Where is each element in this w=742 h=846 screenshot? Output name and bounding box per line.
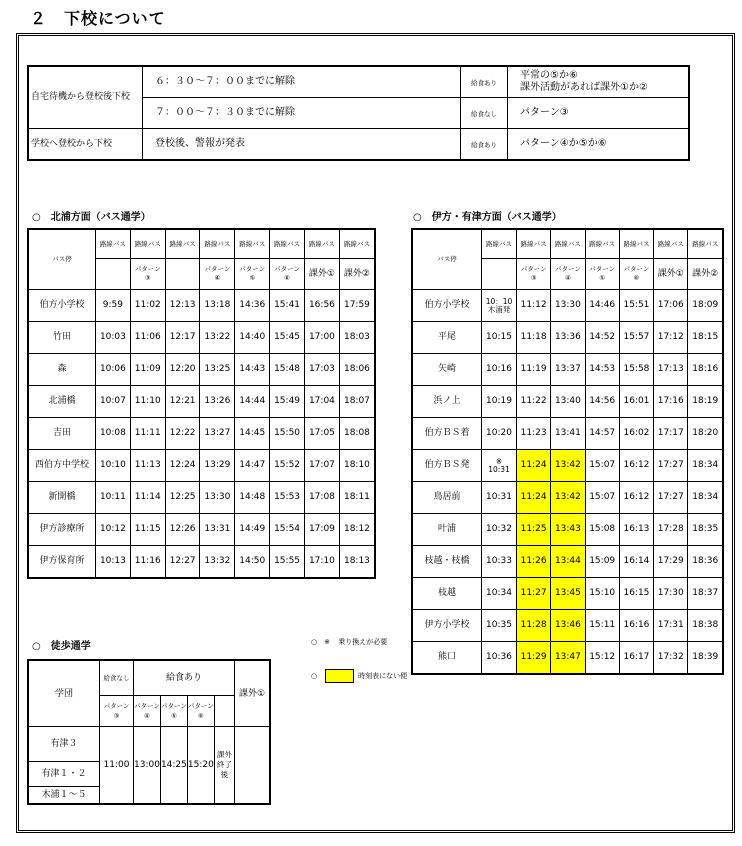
stop-name: 伊方小学校	[412, 610, 482, 642]
table-row	[28, 450, 375, 482]
time-cell: 10:07	[96, 386, 131, 418]
bus-label: 路線バス	[619, 229, 653, 259]
time-cell: 11:16	[130, 546, 165, 579]
time-cell: 16:16	[619, 610, 653, 642]
time-cell: 10:20	[482, 418, 517, 450]
time-cell: 15:51	[619, 290, 653, 322]
stop-name: 浜ノ上	[412, 386, 482, 418]
time-cell: 18:38	[688, 610, 723, 642]
page-heading: ２ 下校について	[30, 9, 166, 28]
release-630-700: ６：３０～７：００までに解除	[143, 66, 461, 98]
stop-name: 竹田	[28, 322, 96, 354]
walk-time: 15:20	[187, 727, 214, 805]
time-cell: 13:36	[551, 322, 585, 354]
lunch-label: 給食あり	[134, 660, 235, 696]
time-cell: 11:24	[517, 482, 551, 514]
time-cell: 11:06	[130, 322, 165, 354]
result-normal	[508, 66, 690, 98]
north-section-title: ○ 北浦方面（バス通学）	[32, 212, 151, 223]
table-row	[28, 386, 375, 418]
time-cell: 18:15	[688, 322, 723, 354]
iyo-section-title: ○ 伊方・有津方面（バス通学）	[413, 212, 562, 223]
time-cell: 13:46	[551, 610, 585, 642]
table-row	[28, 322, 375, 354]
time-cell: 14:56	[585, 386, 619, 418]
walk-after-extra: 課外 終了後	[214, 727, 234, 805]
pattern-label: 課外①	[654, 259, 688, 290]
time-cell: 13:27	[200, 418, 235, 450]
row-label-home-wait: 自宅待機から登校後下校	[28, 66, 143, 129]
table-row	[28, 354, 375, 386]
table-row	[412, 514, 723, 546]
pattern-label: 課外②	[688, 259, 723, 290]
pattern-label: パターン ⑤	[585, 259, 619, 290]
table-row	[412, 610, 723, 642]
stop-name: 森	[28, 354, 96, 386]
time-cell: 18:06	[339, 354, 375, 386]
walk-time: 13:00	[134, 727, 161, 805]
time-cell: 13:29	[200, 450, 235, 482]
pattern-label	[96, 259, 131, 290]
row-label-school: 学校へ登校から下校	[28, 129, 143, 161]
time-cell: 18:19	[688, 386, 723, 418]
time-cell: 15:58	[619, 354, 653, 386]
legend-transfer-mark: ○ ※	[311, 638, 330, 646]
time-cell: 17:29	[654, 546, 688, 578]
group-name: 有津１・２	[28, 762, 100, 787]
time-cell: 14:52	[585, 322, 619, 354]
pattern-label: パターン ④	[134, 696, 161, 727]
time-cell: 17:32	[654, 642, 688, 675]
time-cell: 12:17	[165, 322, 200, 354]
stop-name: 叶浦	[412, 514, 482, 546]
time-cell: 13:37	[551, 354, 585, 386]
table-row	[28, 290, 375, 322]
time-cell: 14:50	[235, 546, 270, 579]
time-cell: 17:03	[304, 354, 339, 386]
bus-label: 路線バス	[270, 229, 305, 259]
time-cell: 14:36	[235, 290, 270, 322]
table-row	[412, 354, 723, 386]
time-cell: 10:10	[96, 450, 131, 482]
time-cell: 11:15	[130, 514, 165, 546]
pattern-label: パターン ③	[100, 696, 134, 727]
time-cell: 16:14	[619, 546, 653, 578]
yellow-swatch	[325, 669, 354, 683]
walk-section-title: ○ 徒歩通学	[32, 641, 91, 652]
table-row	[412, 578, 723, 610]
time-cell: 10：10 木浦発	[482, 290, 517, 322]
group-name: 木浦１～５	[28, 787, 100, 805]
legend-transfer-text: 乗り換えが必要	[338, 638, 388, 646]
stop-name: 伊方保育所	[28, 546, 96, 579]
time-cell: 14:47	[235, 450, 270, 482]
result-line-1: 平常の⑤か⑥	[520, 70, 578, 81]
warning-after-arrival: 登校後、警報が発表	[143, 129, 461, 161]
time-cell: 17:31	[654, 610, 688, 642]
pattern-label: パターン ④	[551, 259, 585, 290]
bus-label: 路線バス	[235, 229, 270, 259]
bus-label: 路線バス	[482, 229, 517, 259]
time-cell: 17:28	[654, 514, 688, 546]
pattern-label: 課外①	[304, 259, 339, 290]
time-cell: 13:45	[551, 578, 585, 610]
pattern-label: パターン ⑥	[270, 259, 305, 290]
time-cell: 10:03	[96, 322, 131, 354]
time-cell: 11:29	[517, 642, 551, 675]
legend-highlight-text: 時刻表にない便	[358, 672, 408, 680]
stop-header: バス停	[28, 229, 96, 290]
time-cell: 15:48	[270, 354, 305, 386]
bus-label: 路線バス	[688, 229, 723, 259]
time-cell: 17:07	[304, 450, 339, 482]
time-cell: 14:44	[235, 386, 270, 418]
time-cell: 10:08	[96, 418, 131, 450]
stop-name: 枝越・枝橋	[412, 546, 482, 578]
time-cell: 18:34	[688, 482, 723, 514]
time-cell: 12:21	[165, 386, 200, 418]
time-cell: 11:26	[517, 546, 551, 578]
time-cell: 18:13	[339, 546, 375, 579]
time-cell: 12:22	[165, 418, 200, 450]
time-cell: 12:25	[165, 482, 200, 514]
tag-lunch-2: 給食あり	[461, 129, 508, 161]
bus-label: 路線バス	[517, 229, 551, 259]
time-cell: 10:32	[482, 514, 517, 546]
time-cell: 17:16	[654, 386, 688, 418]
time-cell: 14:57	[585, 418, 619, 450]
tag-no-lunch: 給食なし	[461, 98, 508, 129]
time-cell: 10:31	[482, 482, 517, 514]
stop-name: 伯方小学校	[28, 290, 96, 322]
table-row	[28, 514, 375, 546]
table-row	[28, 418, 375, 450]
table-row	[28, 546, 375, 579]
group-header: 学団	[28, 660, 100, 727]
iyo-bus-table	[411, 228, 724, 675]
legend-highlight	[311, 669, 407, 683]
time-cell: 16:01	[619, 386, 653, 418]
stop-name: 平尾	[412, 322, 482, 354]
time-cell: 13:42	[551, 450, 585, 482]
stop-name: 伊方診療所	[28, 514, 96, 546]
bus-label: 路線バス	[200, 229, 235, 259]
time-cell: 16:02	[619, 418, 653, 450]
time-cell: 14:40	[235, 322, 270, 354]
pattern-label: パターン ⑥	[619, 259, 653, 290]
time-cell: 14:53	[585, 354, 619, 386]
time-cell: 11:23	[517, 418, 551, 450]
time-cell: 10:19	[482, 386, 517, 418]
time-cell: 17:09	[304, 514, 339, 546]
stop-header: バス停	[412, 229, 482, 290]
pattern-label: 課外②	[339, 259, 375, 290]
table-row	[412, 482, 723, 514]
table-row	[412, 642, 723, 675]
pattern-label: パターン ⑤	[160, 696, 187, 727]
time-cell: 15:09	[585, 546, 619, 578]
time-cell: 15:11	[585, 610, 619, 642]
time-cell: 10:11	[96, 482, 131, 514]
table-row	[412, 386, 723, 418]
time-cell: 18:35	[688, 514, 723, 546]
time-cell: 14:43	[235, 354, 270, 386]
time-cell: 16:17	[619, 642, 653, 675]
stop-name: 枝越	[412, 578, 482, 610]
table-row	[412, 290, 723, 322]
time-cell: 15:12	[585, 642, 619, 675]
time-cell: 9:59	[96, 290, 131, 322]
time-cell: 16:13	[619, 514, 653, 546]
time-cell: 11:22	[517, 386, 551, 418]
time-cell: 17:04	[304, 386, 339, 418]
time-cell: 13:30	[551, 290, 585, 322]
time-cell: 18:39	[688, 642, 723, 675]
time-cell: 11:27	[517, 578, 551, 610]
time-cell: ※ 10:31	[482, 450, 517, 482]
time-cell: 17:00	[304, 322, 339, 354]
time-cell: 10:34	[482, 578, 517, 610]
time-cell: 17:30	[654, 578, 688, 610]
time-cell: 18:37	[688, 578, 723, 610]
time-cell: 16:12	[619, 482, 653, 514]
time-cell: 10:12	[96, 514, 131, 546]
time-cell: 11:12	[517, 290, 551, 322]
pattern-label	[165, 259, 200, 290]
time-cell: 13:42	[551, 482, 585, 514]
time-cell: 17:17	[654, 418, 688, 450]
time-cell: 15:50	[270, 418, 305, 450]
time-cell: 15:41	[270, 290, 305, 322]
bus-label: 路線バス	[654, 229, 688, 259]
time-cell: 18:03	[339, 322, 375, 354]
time-cell: 17:13	[654, 354, 688, 386]
time-cell: 18:10	[339, 450, 375, 482]
time-cell: 17:59	[339, 290, 375, 322]
time-cell: 17:06	[654, 290, 688, 322]
time-cell: 14:45	[235, 418, 270, 450]
time-cell: 12:13	[165, 290, 200, 322]
time-cell: 15:10	[585, 578, 619, 610]
time-cell: 15:53	[270, 482, 305, 514]
table-row	[28, 482, 375, 514]
time-cell: 17:27	[654, 482, 688, 514]
time-cell: 12:26	[165, 514, 200, 546]
time-cell: 13:32	[200, 546, 235, 579]
time-cell: 11:10	[130, 386, 165, 418]
time-cell: 17:12	[654, 322, 688, 354]
time-cell: 18:08	[339, 418, 375, 450]
time-cell: 13:47	[551, 642, 585, 675]
time-cell: 15:55	[270, 546, 305, 579]
time-cell: 16:15	[619, 578, 653, 610]
stop-name: 矢崎	[412, 354, 482, 386]
tag-lunch: 給食あり	[461, 66, 508, 98]
time-cell: 15:52	[270, 450, 305, 482]
time-cell: 14:48	[235, 482, 270, 514]
time-cell: 13:41	[551, 418, 585, 450]
no-lunch-label: 給食なし	[100, 660, 134, 696]
bus-label: 路線バス	[130, 229, 165, 259]
release-conditions-table	[27, 65, 690, 161]
time-cell: 16:56	[304, 290, 339, 322]
table-row	[412, 418, 723, 450]
table-row	[412, 546, 723, 578]
time-cell: 11:28	[517, 610, 551, 642]
time-cell: 16:12	[619, 450, 653, 482]
pattern-label: パターン ⑤	[235, 259, 270, 290]
pattern-label: パターン ④	[200, 259, 235, 290]
bus-label: 路線バス	[165, 229, 200, 259]
time-cell: 11:11	[130, 418, 165, 450]
time-cell: 13:40	[551, 386, 585, 418]
group-name: 有津３	[28, 727, 100, 762]
walk-time: 14:25	[160, 727, 187, 805]
stop-name: 熊口	[412, 642, 482, 675]
time-cell: 15:07	[585, 450, 619, 482]
bus-label: 路線バス	[585, 229, 619, 259]
time-cell: 11:19	[517, 354, 551, 386]
result-line-2: 課外活動があれば課外①か②	[520, 82, 648, 93]
time-cell: 12:27	[165, 546, 200, 579]
time-cell: 18:34	[688, 450, 723, 482]
bus-label: 路線バス	[551, 229, 585, 259]
time-cell: 15:08	[585, 514, 619, 546]
time-cell: 17:05	[304, 418, 339, 450]
time-cell: 18:12	[339, 514, 375, 546]
time-cell: 13:31	[200, 514, 235, 546]
time-cell: 18:36	[688, 546, 723, 578]
time-cell: 11:24	[517, 450, 551, 482]
stop-name: 伯方ＢＳ発	[412, 450, 482, 482]
time-cell: 10:15	[482, 322, 517, 354]
bus-label: 路線バス	[339, 229, 375, 259]
pattern-label: パターン ⑥	[187, 696, 214, 727]
legend-highlight-mark: ○	[311, 672, 318, 680]
time-cell: 15:57	[619, 322, 653, 354]
stop-name: 西伯方中学校	[28, 450, 96, 482]
time-cell: 11:14	[130, 482, 165, 514]
time-cell: 13:43	[551, 514, 585, 546]
time-cell: 15:54	[270, 514, 305, 546]
time-cell: 13:30	[200, 482, 235, 514]
time-cell: 18:16	[688, 354, 723, 386]
time-cell: 18:20	[688, 418, 723, 450]
time-cell: 17:08	[304, 482, 339, 514]
bus-label: 路線バス	[304, 229, 339, 259]
legend-transfer	[311, 637, 387, 647]
time-cell: 13:25	[200, 354, 235, 386]
time-cell: 15:49	[270, 386, 305, 418]
time-cell: 10:36	[482, 642, 517, 675]
time-cell: 13:22	[200, 322, 235, 354]
stop-name: 伯方ＢＳ着	[412, 418, 482, 450]
time-cell: 11:25	[517, 514, 551, 546]
table-row	[412, 450, 723, 482]
time-cell: 12:24	[165, 450, 200, 482]
time-cell: 13:44	[551, 546, 585, 578]
time-cell: 11:13	[130, 450, 165, 482]
time-cell: 10:33	[482, 546, 517, 578]
stop-name: 新開橋	[28, 482, 96, 514]
result-pattern3: パターン③	[508, 98, 690, 129]
stop-name: 伯方小学校	[412, 290, 482, 322]
pattern-label: 課外①	[235, 660, 271, 727]
time-cell: 14:49	[235, 514, 270, 546]
time-cell: 10:06	[96, 354, 131, 386]
time-cell: 10:13	[96, 546, 131, 579]
time-cell: 10:35	[482, 610, 517, 642]
result-pattern456: パターン④か⑤か⑥	[508, 129, 690, 161]
time-cell: 18:07	[339, 386, 375, 418]
time-cell: 13:26	[200, 386, 235, 418]
stop-name: 鳥居前	[412, 482, 482, 514]
time-cell: 17:27	[654, 450, 688, 482]
north-bus-table	[27, 228, 376, 579]
walk-time: 11:00	[100, 727, 134, 805]
time-cell: 13:18	[200, 290, 235, 322]
time-cell: 18:09	[688, 290, 723, 322]
table-row	[412, 322, 723, 354]
time-cell: 11:09	[130, 354, 165, 386]
time-cell: 14:46	[585, 290, 619, 322]
pattern-label	[482, 259, 517, 290]
time-cell: 10:16	[482, 354, 517, 386]
pattern-label: パターン ③	[130, 259, 165, 290]
time-cell: 11:02	[130, 290, 165, 322]
time-cell: 18:11	[339, 482, 375, 514]
pattern-label: パターン ③	[517, 259, 551, 290]
time-cell: 15:45	[270, 322, 305, 354]
time-cell: 15:07	[585, 482, 619, 514]
time-cell: 17:10	[304, 546, 339, 579]
time-cell: 12:20	[165, 354, 200, 386]
time-cell: 11:18	[517, 322, 551, 354]
walk-table	[27, 659, 271, 805]
release-700-730: ７：００～７：３０までに解除	[143, 98, 461, 129]
stop-name: 吉田	[28, 418, 96, 450]
bus-label: 路線バス	[96, 229, 131, 259]
stop-name: 北浦橋	[28, 386, 96, 418]
